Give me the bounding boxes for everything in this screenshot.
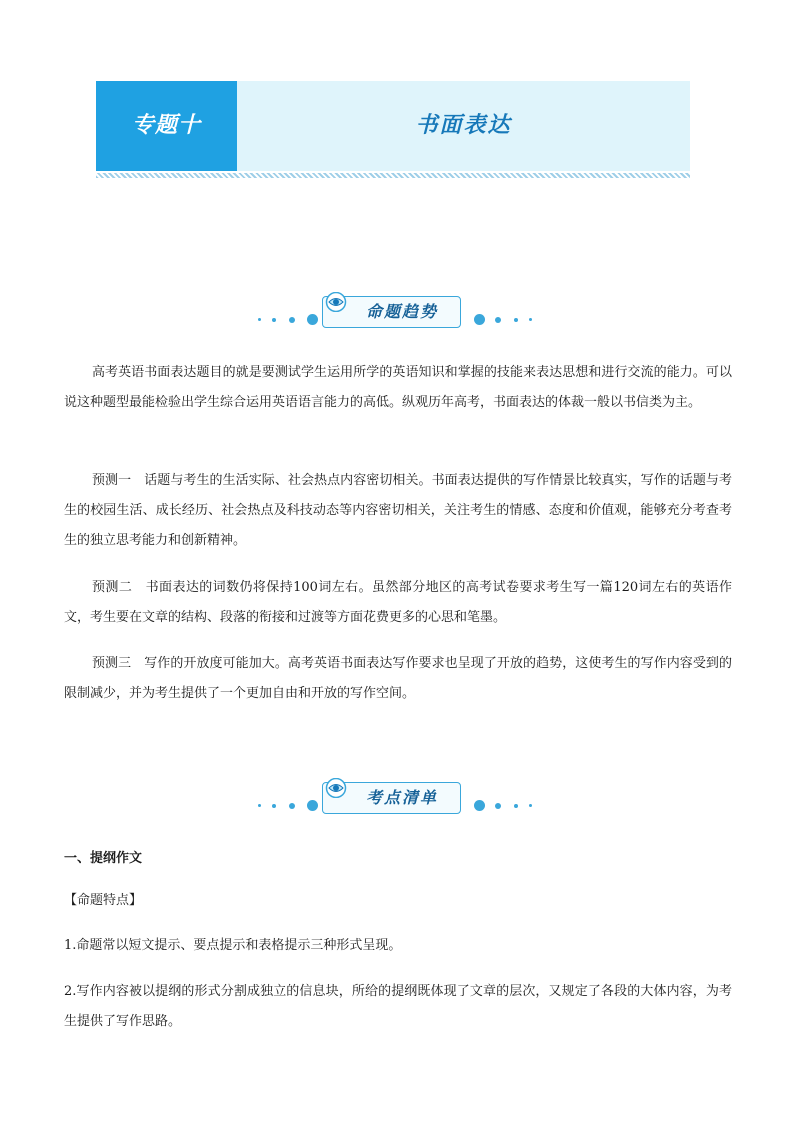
point-2: 2.写作内容被以提纲的形式分割成独立的信息块，所给的提纲既体现了文章的层次，又规定了各段的大体内容，为考生提供了写作思路。 <box>64 984 732 1029</box>
point-1: 1.命题常以短文提示、要点提示和表格提示三种形式呈现。 <box>64 938 402 953</box>
banner-divider <box>96 173 690 178</box>
chapter-banner <box>96 81 690 171</box>
left-dots <box>258 800 318 812</box>
left-dots <box>258 314 318 326</box>
right-dots <box>474 800 534 812</box>
prediction-2-paragraph: 预测二 书面表达的词数仍将保持100词左右。虽然部分地区的高考试卷要求考生写一篇120词左右的英语作文，考生要在文章的结构、段落的衔接和过渡等方面花费更多的心思和笔墨。 <box>64 580 732 625</box>
eye-icon <box>325 778 347 798</box>
section-label: 考点清单 <box>365 788 438 807</box>
heading-outline-composition: 一、提纲作文 <box>64 851 143 866</box>
section-heading-checklist <box>0 778 794 820</box>
subheading-features: 【命题特点】 <box>64 893 143 908</box>
chapter-title: 书面表达 <box>415 113 512 138</box>
section-heading-trend <box>0 292 794 334</box>
prediction-1-paragraph: 预测一 话题与考生的生活实际、社会热点内容密切相关。书面表达提供的写作情景比较真实，写作的话题与考生的校园生活、成长经历、社会热点及科技动态等内容密切相关，关注考生的情感、态度和价值观，能够充分考查考生的独立思考能力和创新精神。 <box>64 473 732 548</box>
right-dots <box>474 314 534 326</box>
prediction-3-paragraph: 预测三 写作的开放度可能加大。高考英语书面表达写作要求也呈现了开放的趋势，这使考生的写作内容受到的限制减少，并为考生提供了一个更加自由和开放的写作空间。 <box>64 656 732 701</box>
chapter-number: 专题十 <box>96 81 237 171</box>
intro-paragraph: 高考英语书面表达题目的就是要测试学生运用所学的英语知识和掌握的技能来表达思想和进行交流的能力。可以说这种题型最能检验出学生综合运用英语语言能力的高低。纵观历年高考，书面表达的体裁一般以书信类为主。 <box>64 365 732 410</box>
eye-icon <box>325 292 347 312</box>
section-label: 命题趋势 <box>365 302 438 321</box>
